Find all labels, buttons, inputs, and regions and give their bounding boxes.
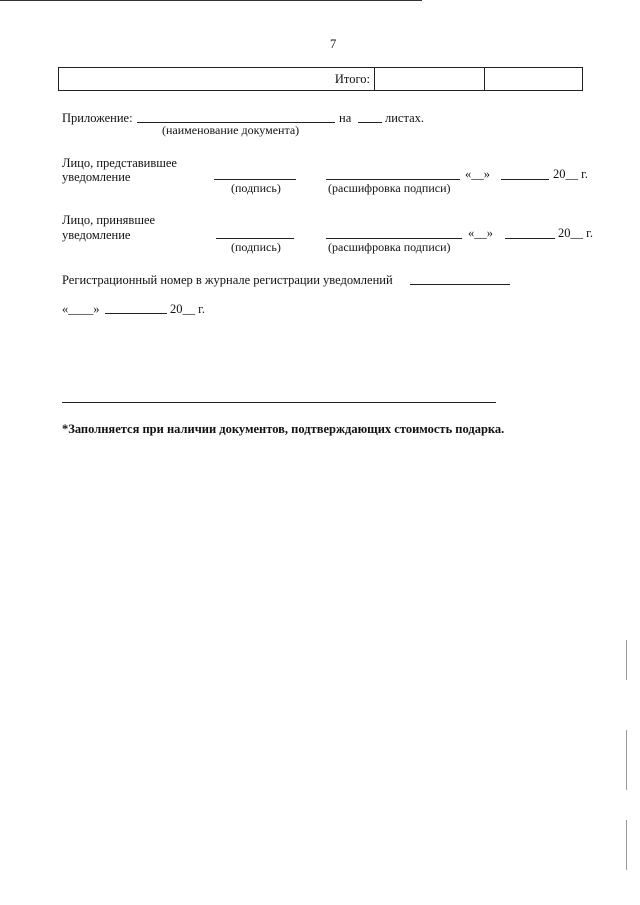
receiver-signature-caption: (подпись) (231, 240, 281, 254)
submitter-year: 20__ г. (553, 167, 588, 181)
total-table (58, 67, 583, 91)
registration-year: 20__ г. (170, 302, 205, 316)
total-label: Итого: (59, 68, 375, 91)
attachment-on: на (339, 111, 352, 125)
receiver-month-field[interactable] (505, 238, 555, 239)
scan-top-edge (0, 0, 422, 1)
registration-label: Регистрационный номер в журнале регистрации уведомлений (62, 273, 393, 287)
receiver-signature-field[interactable] (216, 238, 294, 239)
submitter-signature-field[interactable] (214, 179, 296, 180)
submitter-date-quote: «__» (465, 167, 490, 181)
total-extra-cell[interactable] (485, 68, 583, 91)
submitter-signature-caption: (подпись) (231, 181, 281, 195)
submitter-label-line1: Лицо, представившее (62, 156, 177, 170)
submitter-month-field[interactable] (501, 179, 549, 180)
attachment-sheets-field[interactable] (358, 122, 382, 123)
scan-edge-mark (626, 730, 627, 790)
submitter-label-line2: уведомление (62, 170, 131, 184)
receiver-label-line1: Лицо, принявшее (62, 213, 156, 227)
receiver-date-quote: «__» (468, 226, 493, 240)
total-value-cell[interactable] (375, 68, 485, 91)
receiver-label-line2: уведомление (62, 228, 131, 242)
footnote: *Заполняется при наличии документов, подтверждающих стоимость подарка. (62, 422, 505, 436)
submitter-decode-field[interactable] (326, 179, 460, 180)
scan-edge-mark (626, 820, 627, 870)
receiver-decode-field[interactable] (326, 238, 462, 239)
attachment-sheets: листах. (385, 111, 425, 125)
page-number: 7 (330, 37, 337, 51)
scan-edge-mark (626, 640, 627, 680)
attachment-label: Приложение: (62, 111, 133, 125)
submitter-decode-caption: (расшифровка подписи) (328, 181, 451, 195)
receiver-year: 20__ г. (558, 226, 593, 240)
receiver-decode-caption: (расшифровка подписи) (328, 240, 451, 254)
registration-number-field[interactable] (410, 284, 510, 285)
total-row (59, 68, 583, 91)
attachment-caption: (наименование документа) (162, 123, 300, 137)
registration-date-quote: «____» (62, 302, 100, 316)
registration-month-field[interactable] (105, 313, 167, 314)
footnote-separator (62, 402, 496, 403)
